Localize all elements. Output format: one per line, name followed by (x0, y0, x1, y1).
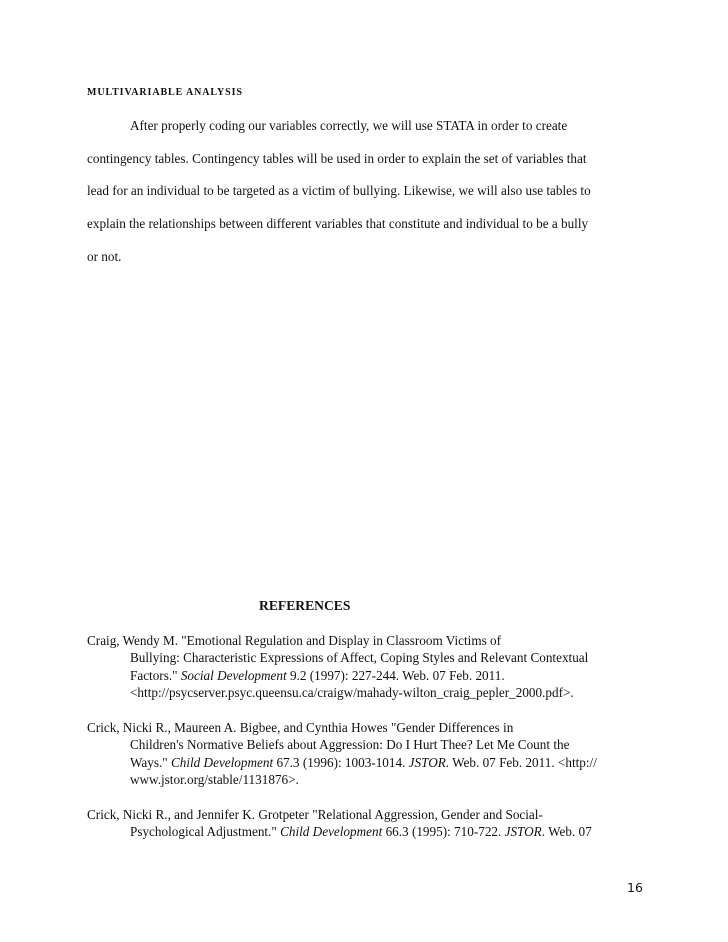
reference-line: Children's Normative Beliefs about Aggression: Do I Hurt Thee? Let Me Count the (130, 737, 570, 753)
journal-title: Child Development (280, 824, 383, 840)
journal-title: Child Development (170, 754, 274, 770)
reference-entry (87, 632, 647, 701)
reference-text: . Web. 07 (541, 824, 592, 840)
body-paragraph (87, 110, 647, 274)
section-heading: MULTIVARIABLE ANALYSIS (87, 87, 243, 98)
reference-line (87, 667, 647, 684)
reference-url: www.jstor.org/stable/1131876>. (130, 771, 299, 787)
reference-entry (87, 806, 647, 841)
paragraph-line: After properly coding our variables correctly, we will use STATA in order to create (130, 118, 568, 133)
reference-text: 66.3 (1995): 710-722. (382, 824, 505, 840)
reference-text: . Web. 07 Feb. 2011. <http:// (445, 754, 597, 770)
reference-line: Crick, Nicki R., and Jennifer K. Grotpeter "Relational Aggression, Gender and Social- (87, 807, 543, 822)
page-number: 16 (627, 880, 643, 895)
reference-url: <http://psycserver.psyc.queensu.ca/craigw/mahady-wilton_craig_pepler_2000.pdf>. (130, 684, 574, 700)
reference-text: 9.2 (1997): 227-244. Web. 07 Feb. 2011. (286, 667, 505, 683)
reference-text: 67.3 (1996): 1003-1014. (273, 754, 409, 770)
reference-text: Factors." (130, 667, 181, 683)
paragraph-line: lead for an individual to be targeted as a victim of bullying. Likewise, we will also use tables to (87, 183, 591, 199)
reference-line: Craig, Wendy M. "Emotional Regulation and Display in Classroom Victims of (87, 633, 502, 648)
database-name: JSTOR (408, 754, 446, 770)
reference-line: Crick, Nicki R., Maureen A. Bigbee, and Cynthia Howes "Gender Differences in (87, 720, 514, 735)
paragraph-line: contingency tables. Contingency tables will be used in order to explain the set of variables that (87, 150, 587, 166)
reference-text: Ways." (130, 754, 171, 770)
paragraph-line: or not. (87, 248, 122, 264)
journal-title: Social Development (180, 667, 287, 683)
references-heading: REFERENCES (259, 598, 351, 613)
reference-text: Psychological Adjustment." (130, 824, 281, 840)
reference-line (87, 754, 647, 771)
reference-line (87, 823, 647, 840)
reference-entry (87, 719, 647, 788)
database-name: JSTOR (504, 824, 542, 840)
reference-line: Bullying: Characteristic Expressions of Affect, Coping Styles and Relevant Contextual (130, 650, 589, 666)
paragraph-line: explain the relationships between different variables that constitute and individual to be a bully (87, 216, 589, 232)
